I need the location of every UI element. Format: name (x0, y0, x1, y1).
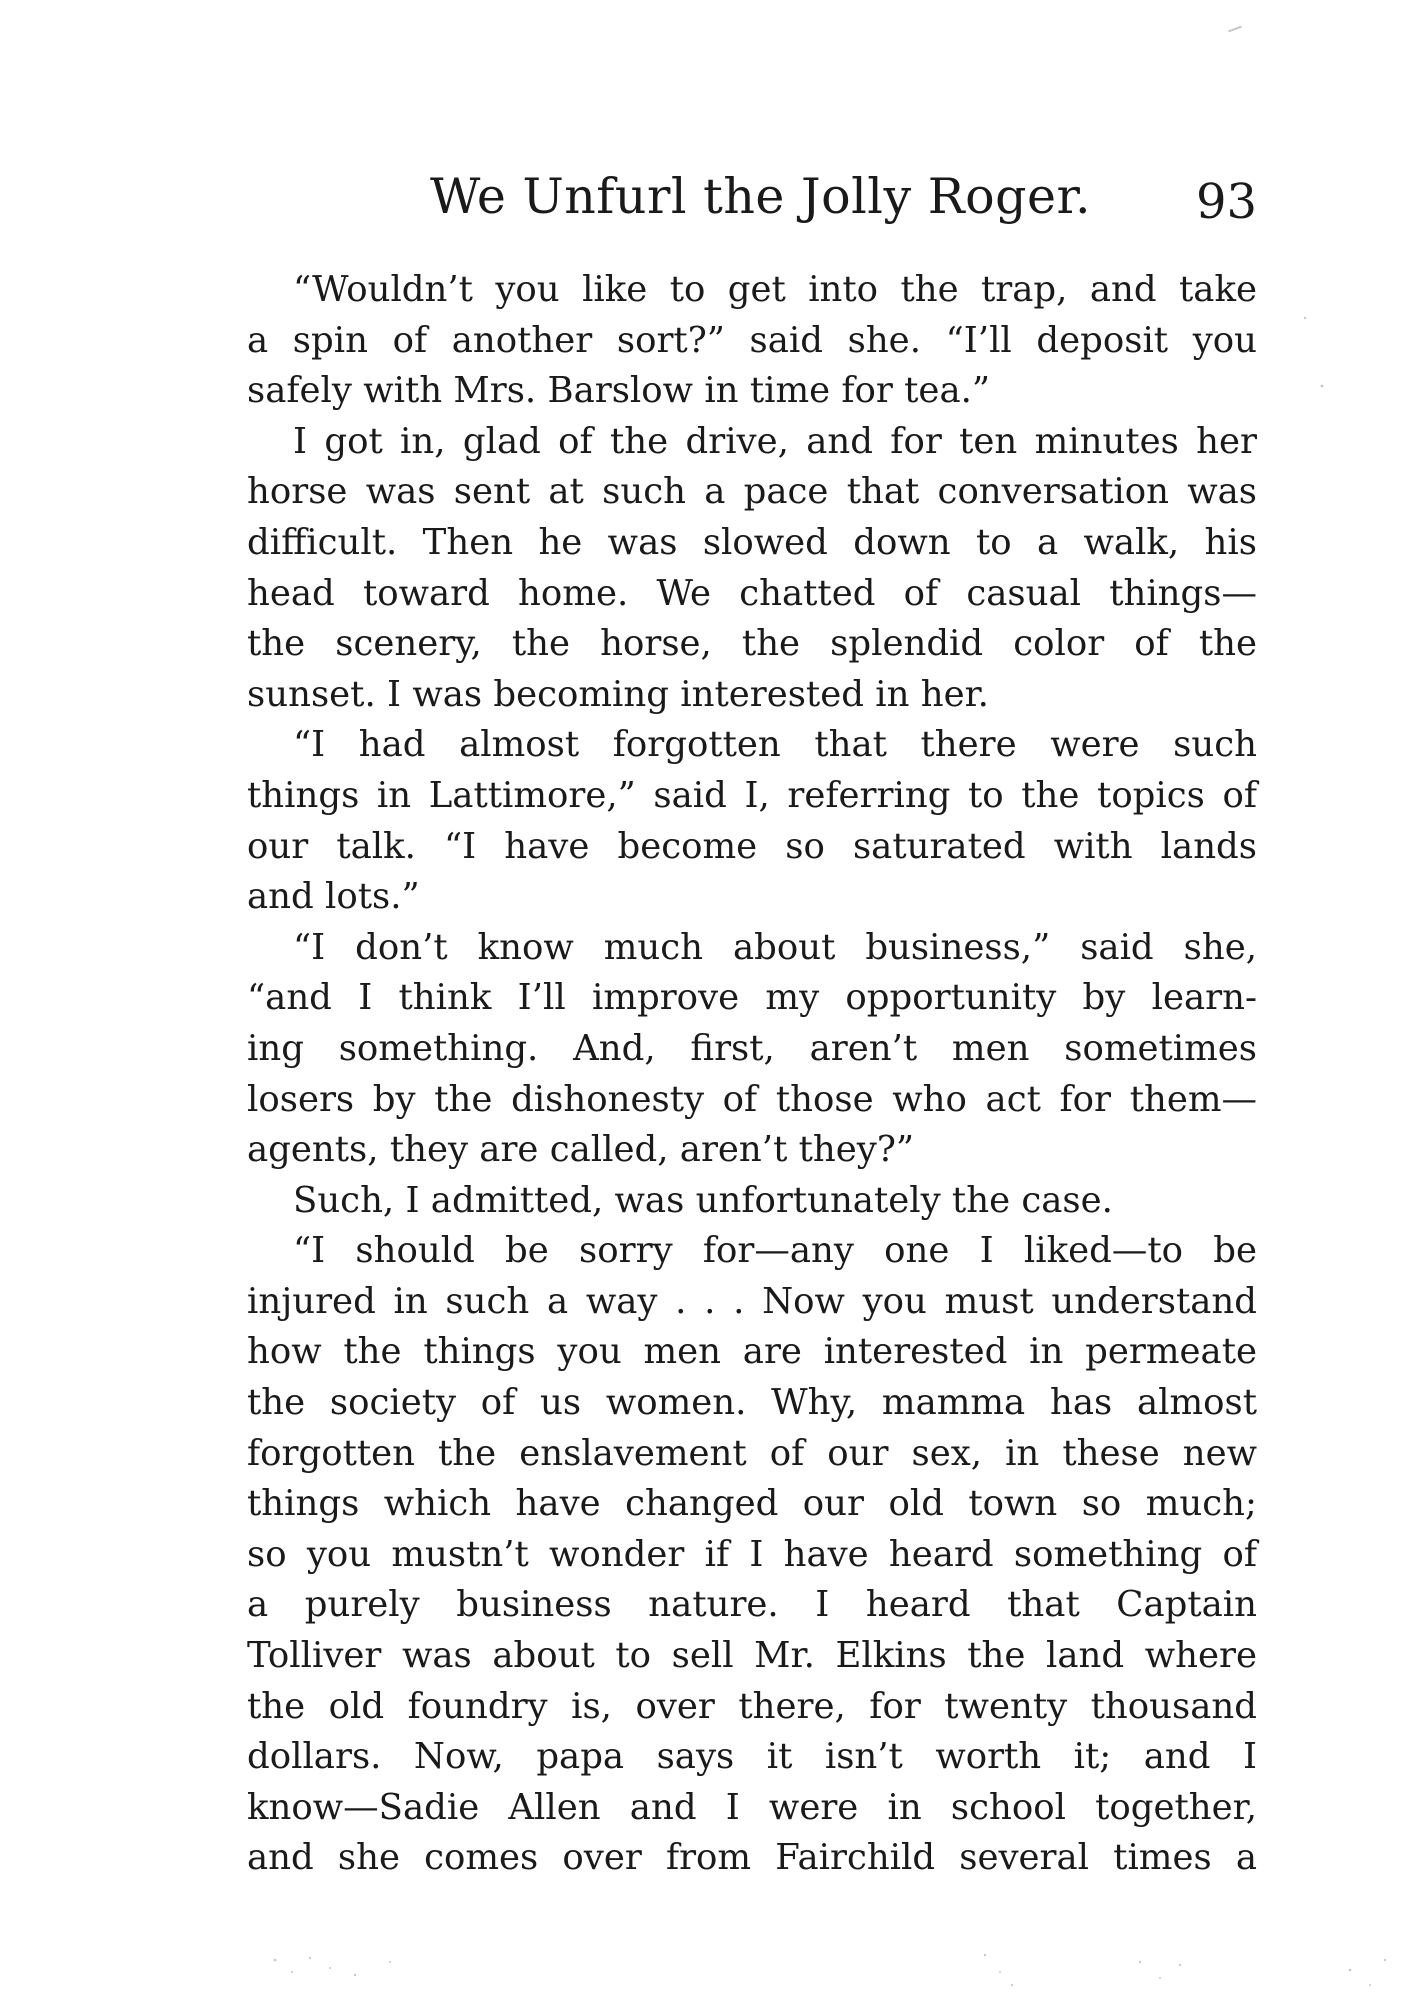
text-line: the society of us women. Why, mamma has almost (247, 1382, 1257, 1424)
text-line: things in Lattimore,” said I, referring to the topics of (247, 774, 1257, 816)
text-line: forgotten the enslavement of our sex, in these new (247, 1432, 1257, 1474)
text-line: the old foundry is, over there, for twenty thousand (247, 1685, 1257, 1727)
text-line: “I don’t know much about business,” said she, (293, 926, 1257, 968)
text-line: “and I think I’ll improve my opportunity by learn- (247, 977, 1257, 1019)
text-line: how the things you men are interested in permeate (247, 1331, 1257, 1373)
text-line: safely with Mrs. Barslow in time for tea.” (247, 370, 991, 412)
text-line: dollars. Now, papa says it isn’t worth it; and I (247, 1736, 1257, 1778)
body-text (247, 265, 1257, 1884)
text-line: “Wouldn’t you like to get into the trap, and take (293, 269, 1257, 310)
text-line: agents, they are called, aren’t they?” (247, 1129, 914, 1171)
running-head-title: We Unfurl the Jolly Roger. (430, 168, 1092, 225)
text-line: the scenery, the horse, the splendid color of the (247, 623, 1257, 665)
text-line: injured in such a way . . . Now you must understand (247, 1280, 1257, 1322)
text-line: “I should be sorry for—any one I liked—to be (293, 1230, 1257, 1272)
text-line: so you mustn’t wonder if I have heard something of (247, 1533, 1257, 1575)
text-line: things which have changed our old town so much; (247, 1483, 1257, 1525)
text-line: “I had almost forgotten that there were such (293, 724, 1257, 766)
text-line: difficult. Then he was slowed down to a walk, his (247, 521, 1257, 563)
text-line: Tolliver was about to sell Mr. Elkins the land where (247, 1635, 1257, 1677)
text-line: know—Sadie Allen and I were in school together, (247, 1786, 1257, 1828)
text-line: I got in, glad of the drive, and for ten minutes her (293, 420, 1257, 462)
text-line: and she comes over from Fairchild several times a (247, 1837, 1257, 1879)
text-line: a spin of another sort?” said she. “I’ll deposit you (247, 319, 1257, 361)
text-line: losers by the dishonesty of those who act for them— (247, 1078, 1257, 1120)
text-line: a purely business nature. I heard that Captain (247, 1584, 1257, 1626)
text-line: our talk. “I have become so saturated with lands (247, 825, 1257, 867)
text-line: horse was sent at such a pace that conversation was (247, 471, 1257, 513)
page-number: 93 (1196, 174, 1258, 230)
text-line: Such, I admitted, was unfortunately the case. (293, 1179, 1113, 1221)
text-line: and lots.” (247, 876, 420, 918)
text-line: ing something. And, first, aren’t men sometimes (247, 1027, 1257, 1069)
text-line: head toward home. We chatted of casual things— (247, 572, 1257, 614)
text-line: sunset. I was becoming interested in her. (247, 673, 989, 715)
